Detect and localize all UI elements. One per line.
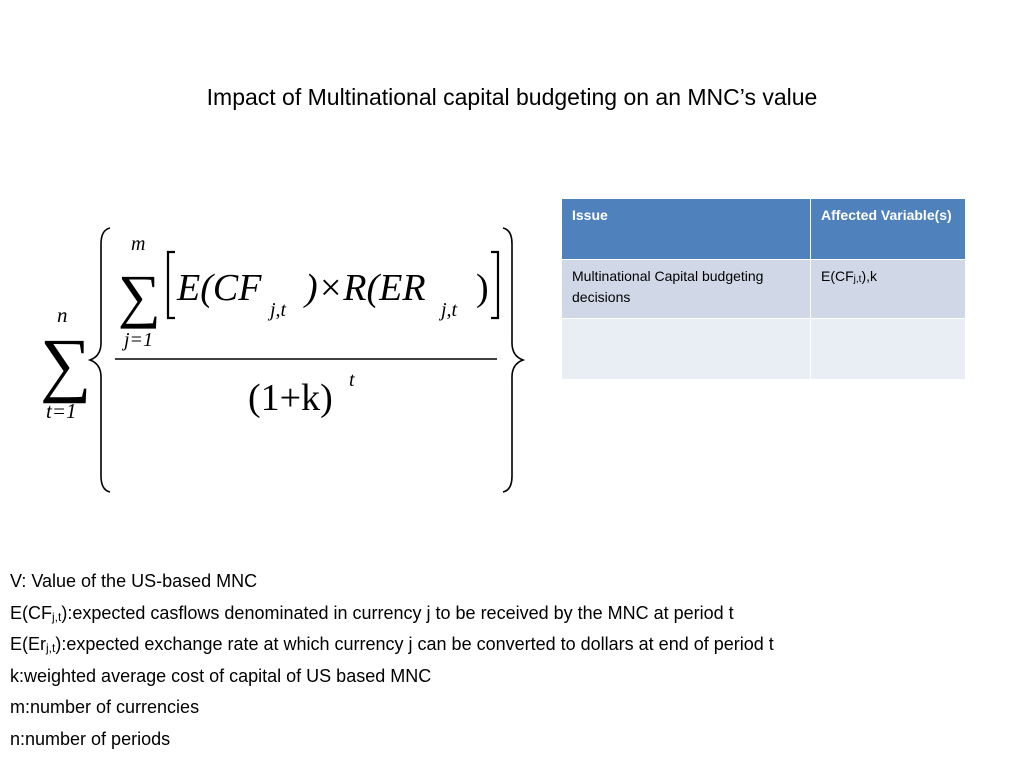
right-brace: [503, 228, 523, 492]
inner-sum-symbol: ∑: [118, 263, 161, 329]
denominator: (1+k): [248, 377, 333, 419]
definition-line: [10, 726, 1010, 758]
definition-main: E(Er: [10, 634, 46, 654]
definition-subscript: j,t: [46, 641, 56, 655]
numerator-close-paren: ): [476, 267, 489, 309]
numerator-expected-er: )×R(ER: [305, 267, 426, 309]
cell-issue: [562, 319, 811, 380]
outer-sum-lower: t=1: [46, 399, 77, 423]
numerator-er-subscript: j,t: [441, 299, 458, 321]
definition-main: k:weighted average cost of capital of US based MNC: [10, 665, 432, 686]
valuation-formula: [0, 0, 540, 520]
cell-affected-variable: [811, 319, 966, 380]
definition-line: [10, 694, 1010, 726]
definition-line: [10, 568, 1010, 600]
cell-var-tail: ),k: [861, 268, 878, 284]
cell-affected-variable: [811, 260, 966, 319]
definition-tail: ):expected casflows denominated in currency j to be received by the MNC at period t: [61, 602, 734, 623]
right-square-bracket: [491, 252, 498, 318]
inner-sum-upper: m: [131, 233, 146, 255]
table-row: [562, 319, 966, 380]
definition-tail: ):expected exchange rate at which currency j can be converted to dollars at end of period t: [55, 634, 774, 654]
cell-issue: Multinational Capital budgeting decisions: [562, 260, 811, 319]
definition-main: V: Value of the US-based MNC: [10, 571, 258, 591]
table-header-row: [562, 199, 966, 260]
definition-line: [10, 663, 1010, 695]
numerator-expected-cf: E(CF: [177, 267, 262, 309]
definition-line: [10, 631, 1010, 663]
definition-main: E(CF: [10, 602, 52, 623]
table-row: [562, 260, 966, 319]
left-square-bracket: [168, 252, 175, 318]
header-issue: Issue: [562, 199, 811, 260]
slide-title: Impact of Multinational capital budgeting on an MNC’s value: [206, 84, 818, 110]
definition-line: [10, 600, 1010, 632]
denominator-exponent: t: [349, 369, 355, 391]
issues-table: [561, 198, 966, 380]
cell-var-subscript: j,t: [853, 274, 862, 285]
outer-sum-symbol: ∑: [40, 324, 92, 404]
definition-main: m:number of currencies: [10, 697, 200, 717]
definition-main: n:number of periods: [10, 728, 171, 749]
numerator-cf-subscript: j,t: [270, 299, 287, 321]
left-brace: [90, 228, 110, 492]
cell-var-main: E(CF: [821, 268, 854, 284]
header-affected-variables: Affected Variable(s): [811, 199, 966, 260]
formula-graphic: [0, 0, 540, 520]
variable-definitions: [10, 568, 1010, 757]
definition-subscript: j,t: [52, 609, 62, 624]
inner-sum-lower: j=1: [124, 329, 154, 351]
outer-sum-upper: n: [57, 303, 68, 327]
